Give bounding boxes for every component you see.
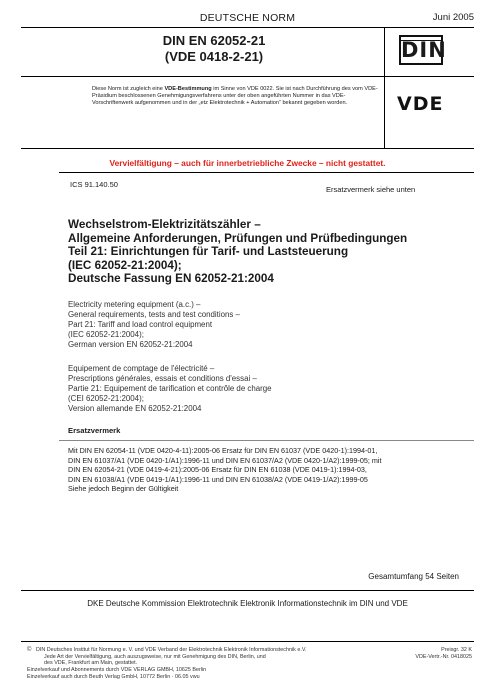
footer-line: Einzelverkauf und Abonnements durch VDE VERLAG GMBH, 10625 Berlin xyxy=(27,667,207,674)
footer-line: Jede Art der Vervielfältigung, auch auszugsweise, nur mit Genehmigung des DIN, Berlin, und xyxy=(44,653,266,660)
title-en-line: General requirements, tests and test conditions – xyxy=(68,310,240,320)
frame-logo-divider xyxy=(384,27,385,148)
ics-code: ICS 91.140.50 xyxy=(70,180,118,189)
vde-notice xyxy=(92,86,384,107)
title-en-line: German version EN 62052-21:2004 xyxy=(68,340,193,350)
title-german xyxy=(68,218,478,286)
replacement-line: Mit DIN EN 62054-11 (VDE 0420-4-11):2005-06 Ersatz für DIN EN 61037 (VDE 0420-1):1994-01, xyxy=(68,446,378,455)
document-number: DIN EN 62052-21 xyxy=(162,33,266,48)
footer-rule xyxy=(21,641,474,642)
copyright-symbol: © xyxy=(27,647,32,653)
replacement-body xyxy=(68,446,478,494)
publication-date: Juni 2005 xyxy=(432,12,474,23)
frame-top-rule xyxy=(21,27,474,28)
order-number: VDE-Vertr.-Nr. 0418025 xyxy=(415,653,472,660)
title-fr-line: (CEI 62052-21:2004); xyxy=(68,394,144,404)
title-fr-line: Partie 21: Equipement de tarification et contrôle de charge xyxy=(68,384,272,394)
title-de-line: (IEC 62052-21:2004); xyxy=(68,258,182,272)
dke-rule xyxy=(21,590,474,591)
title-en-line: Part 21: Tariff and load control equipment xyxy=(68,320,213,330)
title-de-line: Deutsche Fassung EN 62052-21:2004 xyxy=(68,272,274,285)
footer-line: des VDE, Frankfurt am Main, gestattet. xyxy=(44,660,138,667)
title-en-line: (IEC 62052-21:2004); xyxy=(68,330,144,340)
vde-notice-part1: Diese Norm ist zugleich eine xyxy=(92,86,165,92)
replacement-note: Ersatzvermerk siehe unten xyxy=(326,185,416,194)
title-fr-line: Equipement de comptage de l'électricité – xyxy=(68,364,215,373)
ics-rule xyxy=(59,172,474,173)
title-de-line: Allgemeine Anforderungen, Prüfungen und Prüfbedingungen xyxy=(68,231,408,245)
replacement-line: DIN EN 61038/A1 (VDE 0419-1/A1):1996-11 und DIN EN 61038/A2 (VDE 0419-1/A2):1999-05 xyxy=(68,474,368,484)
title-fr-line: Version allemande EN 62052-21:2004 xyxy=(68,404,202,414)
vde-notice-part2: im Sinne von VDE 0022. Sie ist nach Durchführung des vom VDE-Präsidium beschlossenen Genehmigungsverfahrens unter der oben angeführten Nummer in das VDE-Vorschriftenwerk aufgenommen und in der „etz Elektrotechnik + Automation“ bekannt gegeben worden. xyxy=(92,86,378,107)
dke-line: DKE Deutsche Kommission Elektrotechnik Elektronik Informationstechnik im DIN und VDE xyxy=(87,599,408,608)
footer-copyright xyxy=(27,647,391,681)
vde-notice-bold: VDE-Bestimmung xyxy=(164,86,212,92)
vde-number: (VDE 0418-2-21) xyxy=(164,49,264,64)
footer-line: Einzelverkauf auch durch Beuth Verlag GmbH, 10772 Berlin · 06.05 vwu xyxy=(27,673,200,680)
standard-type: DEUTSCHE NORM xyxy=(199,12,296,24)
total-pages: Gesamtumfang 54 Seiten xyxy=(368,572,459,581)
price-group: Preisgr. 32 K xyxy=(441,647,472,653)
title-en-line: Electricity metering equipment (a.c.) – xyxy=(68,300,201,309)
frame-bottom-rule xyxy=(21,148,474,149)
footer-line: DIN Deutsches Institut für Normung e. V. und VDE Verband der Elektrotechnik Elektronik Informationstechnik e.V. xyxy=(36,647,307,653)
replacement-line: DIN EN 62054-21 (VDE 0419-4-21):2005-06 Ersatz für DIN EN 61038 (VDE 0419-1):1994-03, xyxy=(68,465,367,475)
replacement-line: DIN EN 61037/A1 (VDE 0420-1/A1):1996-11 und DIN EN 61037/A2 (VDE 0420-1/A2):1999-05; mit xyxy=(68,455,382,465)
replacement-heading: Ersatzvermerk xyxy=(68,426,121,435)
title-de-line: Teil 21: Einrichtungen für Tarif- und Laststeuerung xyxy=(68,245,349,258)
title-fr-line: Prescriptions générales, essais et conditions d'essai – xyxy=(68,374,257,384)
vde-logo: VDE xyxy=(397,93,444,115)
title-french xyxy=(68,364,468,414)
din-logo: DIN xyxy=(399,35,443,65)
title-english xyxy=(68,300,468,350)
title-de-line: Wechselstrom-Elektrizitätszähler – xyxy=(68,218,261,231)
footer-order-info xyxy=(406,647,472,660)
copy-warning: Vervielfältigung – auch für innerbetriebliche Zwecke – nicht gestattet. xyxy=(109,158,386,168)
replacement-line: Siehe jedoch Beginn der Gültigkeit xyxy=(68,484,179,494)
frame-mid-rule xyxy=(21,76,474,77)
replacement-rule xyxy=(59,440,474,441)
